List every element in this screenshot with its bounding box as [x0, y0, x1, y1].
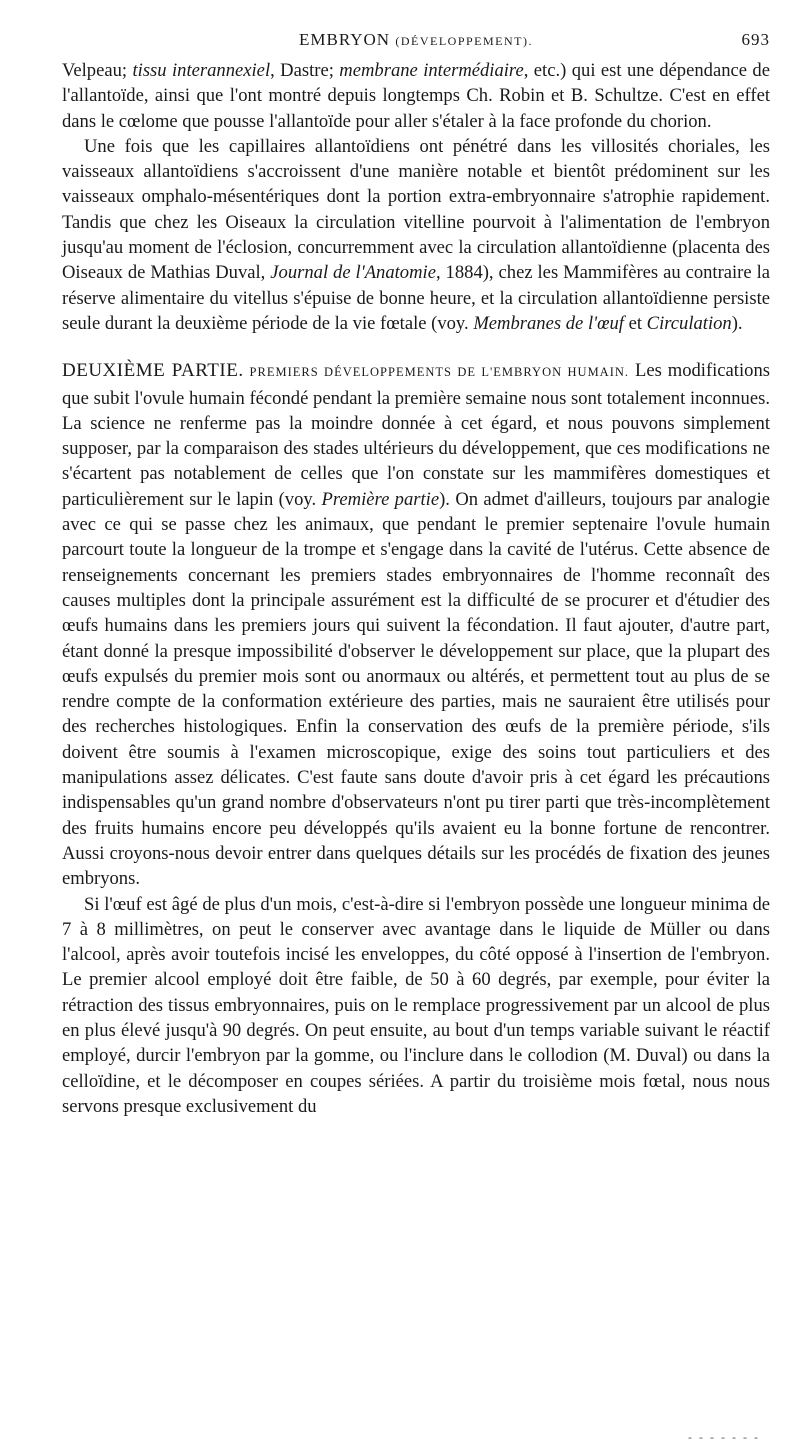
- body-text: [62, 58, 770, 1119]
- section-gap: [62, 336, 770, 358]
- text-run: Une fois que les capillaires allantoïdiens ont pénétré dans les villosités choriales, les vaisseaux allantoïdiens s'accroissent d'une manière notable et bientôt prédominent sur les vaisseaux omphalo-mésentériques dont la portion extra-embryonnaire s'atrophie rapidement. Tandis que chez les Oiseaux la circulation vitelline pourvoit à l'alimentation de l'embryon jusqu'au moment de l'éclosion, concurremment avec la circulation allantoïdienne (placenta des Oiseaux de Mathias Duval,: [62, 135, 770, 284]
- paragraph-4: Si l'œuf est âgé de plus d'un mois, c'est-à-dire si l'embryon possède une longueur minima de 7 à 8 millimètres, on peut le conserver avec avantage dans le liquide de Müller ou dans l'alcool, après avoir toutefois incisé les enveloppes, du côté opposé à l'insertion de l'embryon. Le premier alcool employé doit être faible, de 50 à 60 degrés, par exemple, pour éviter la rétraction des tissus embryonnaires, puis on le remplace progressivement par un alcool de plus en plus élevé jusqu'à 90 degrés. On peut ensuite, au bout d'un temps variable suivant le réactif employé, durcir l'embryon par la gomme, ou l'inclure dans le collodion (M. Duval) ou dans la celloïdine, et le décomposer en coupes sériées. A partir du troisième mois fœtal, nous nous servons presque exclusivement du: [62, 893, 770, 1117]
- text-run: ). On admet d'ailleurs, toujours par analogie avec ce qui se passe chez les animaux, que pendant le premier septenaire l'ovule humain parcourt toute la longueur de la trompe et s'engage dans la cavité de l'utérus. Cette absence de renseignements concernant les premiers stades embryonnaires de l'homme reconnaît des causes multiples dont la principale assurément est la difficulté de se procurer et d'étudier des œufs humains dans les premiers jours qui suivent la fécondation. Il faut ajouter, d'autre part, étant donné la presque impossibilité d'observer le développement sur place, que la plupart des œufs expulsés du premier mois sont ou anormaux ou altérés, et permettent tout au plus de se rendre compte de la conformation extérieure des parties, mais ne sauraient être utilisés pour des recherches histologiques. Enfin la conservation des œufs de la première période, s'ils doivent être soumis à l'examen microscopique, exige des soins tout particuliers et des manipulations assez délicates. C'est faute sans doute d'avoir pris à cet égard les précautions indispensables qu'un grand nombre d'observateurs n'ont pu tirer parti que très-incomplètement des fruits humains encore peu développés qu'ils avaient eu la bonne fortune de rencontrer. Aussi croyons-nous devoir entrer dans quelques détails sur les procédés de fixation des jeunes embryons.: [62, 488, 770, 890]
- text-run: , Dastre;: [270, 60, 340, 81]
- running-head: [62, 30, 770, 58]
- page: [62, 30, 770, 1119]
- running-title: [62, 30, 770, 50]
- italic-term: membrane intermédiaire: [339, 60, 524, 81]
- section-subtitle: PREMIERS DÉVELOPPEMENTS DE L'EMBRYON HUMAIN.: [249, 365, 630, 380]
- italic-journal: Journal de l'Anatomie: [270, 262, 436, 284]
- footer-mark: - - - - - - -: [688, 1430, 760, 1444]
- header-title: EMBRYON: [299, 30, 391, 49]
- text-run: Velpeau;: [62, 60, 133, 81]
- text-run: , 1884), chez les Mammifères au contraire la réserve alimentaire du vitellus s'épuise de bonne heure, et la circulation allantoïdienne persiste seule durant la deuxième période de la vie fœtale (voy.: [62, 262, 770, 334]
- italic-reference: Circulation: [646, 312, 732, 334]
- text-run: Les modifications que subit l'ovule humain fécondé pendant la première semaine nous sont totalement inconnues. La science ne renferme pas la moindre donnée à cet égard, et nous pouvons simplement supposer, par la comparaison des stades ultérieurs du développement, que ces modifications ne s'écartent pas notablement de celles que l'on constate sur les mammifères domestiques et particulièrement sur le lapin (voy.: [62, 360, 770, 510]
- italic-term: tissu interannexiel: [132, 60, 271, 81]
- header-subtitle: (DÉVELOPPEMENT).: [395, 34, 533, 48]
- text-run: , etc.) qui est une dépendance de l'allantoïde, ainsi que l'ont montré depuis longtemps Ch. Robin et B. Schultze. C'est en effet dans le cœlome que pousse l'allantoïde pour aller s'étaler à la face profonde du chorion.: [62, 60, 770, 132]
- italic-reference: Première partie: [321, 488, 440, 510]
- paragraph-1: [62, 58, 770, 134]
- section-title: DEUXIÈME PARTIE.: [62, 360, 244, 382]
- text-run: ).: [731, 312, 743, 334]
- paragraph-2: [62, 134, 770, 336]
- paragraph-3: [62, 358, 770, 891]
- italic-reference: Membranes de l'œuf: [473, 312, 624, 334]
- page-number: 693: [741, 30, 770, 49]
- text-run: et: [623, 312, 647, 334]
